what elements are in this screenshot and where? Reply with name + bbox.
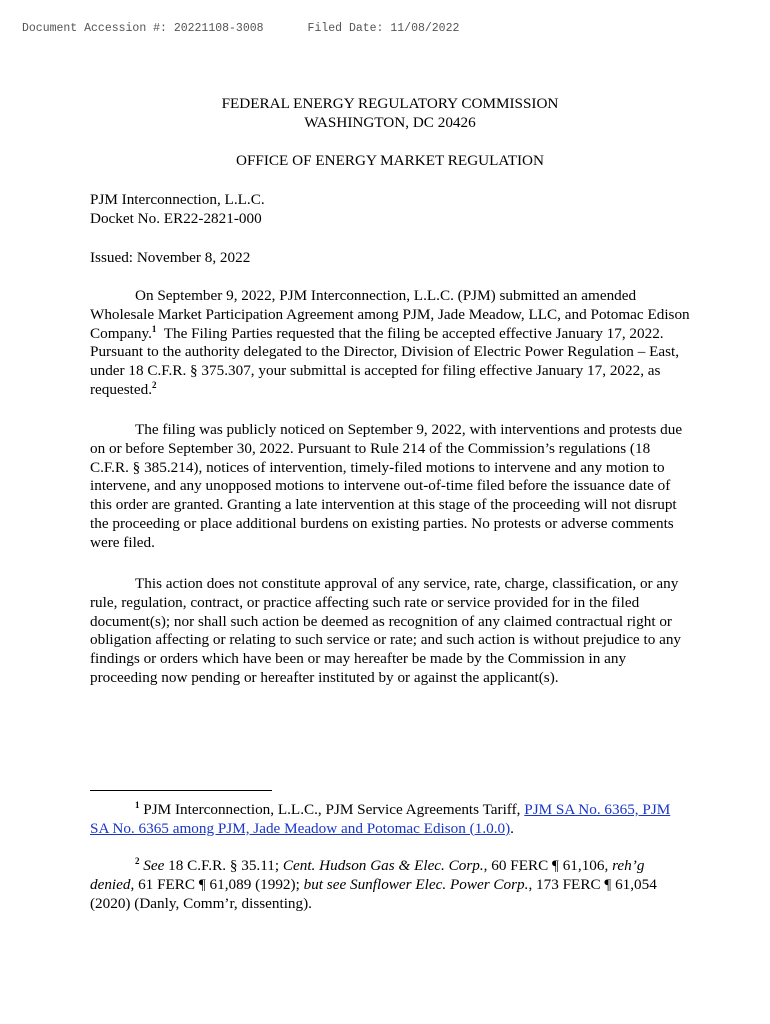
filed-date: Filed Date: 11/08/2022 <box>307 22 460 35</box>
letterhead <box>90 95 690 133</box>
footnote-ref-2[interactable]: 2 <box>152 379 157 390</box>
footnote-1-end: . <box>510 819 514 837</box>
paragraph-3-text: This action does not constitute approval of any service, rate, charge, classification, or any rule, regulation, contract, or practice affecting such rate or service provided for in the filed document(s); nor shall such action be deemed as recognition of any claimed contractual right or obligation affecting or relating to such service or rate; and such action is without prejudice to any findings or orders which have been or may hereafter be made by the Commission in any proceeding now pending or hereafter instituted by or against the applicant(s). <box>90 575 682 686</box>
footnote-2-text-3: , 61 FERC ¶ 61,089 (1992); <box>130 875 304 893</box>
filing-header <box>22 22 459 35</box>
footnote-1 <box>90 801 690 839</box>
footnote-2-number: 2 <box>135 855 140 866</box>
footnote-2-see: See <box>143 857 165 874</box>
paragraph-2 <box>90 421 690 553</box>
footnote-divider <box>90 790 272 791</box>
tariff-link[interactable]: PJM SA No. 6365, PJM SA No. 6365 among PJM, Jade Meadow and Potomac Edison (1.0.0) <box>90 801 671 837</box>
paragraph-2-text: The filing was publicly noticed on September 9, 2022, with interventions and protests due on or before September 30, 2022. Pursuant to Rule 214 of the Commission’s regulations (18 C.F.R. § 385.214), notices of intervention, timely-filed motions to intervene and any motion to intervene, and any unopposed motions to intervene out-of-time filed before the issuance date of this order are granted. Granting a late intervention at this stage of the proceeding will not disrupt the proceeding or place additional burdens on existing parties. No protests or adverse comments were filed. <box>90 421 683 551</box>
footnote-2 <box>90 857 690 913</box>
company-name: PJM Interconnection, L.L.C. <box>90 191 265 208</box>
agency-name: FEDERAL ENERGY REGULATORY COMMISSION <box>221 95 559 112</box>
footnote-2-rehg: reh’g denied <box>90 857 645 893</box>
footnote-1-number: 1 <box>135 799 140 810</box>
footnote-1-text: PJM Interconnection, L.L.C., PJM Service Agreements Tariff, <box>139 801 525 818</box>
footnote-2-case-2: but see Sunflower Elec. Power Corp. <box>303 875 529 893</box>
footnote-ref-1[interactable]: 1 <box>151 323 157 334</box>
accession-number: Document Accession #: 20221108-3008 <box>22 22 264 35</box>
paragraph-1 <box>90 287 690 400</box>
footnote-2-case-1: Cent. Hudson Gas & Elec. Corp. <box>282 857 484 874</box>
issued-date: Issued: November 8, 2022 <box>90 249 251 266</box>
footnote-2-text-4: , 173 FERC ¶ 61,054 (2020) (Danly, Comm’r, dissenting). <box>90 875 657 912</box>
footnote-2-text-2: , 60 FERC ¶ 61,106, <box>483 857 613 874</box>
paragraph-1-text-b: The Filing Parties requested that the filing be accepted effective January 17, 2022. Pursuant to the authority delegated to the Director, Division of Electric Power Regulation – East, under 18 C.F.R. § 375.307, your submittal is accepted for filing effective January 17, 2022, as requested. <box>90 324 683 398</box>
case-caption <box>90 191 690 229</box>
docket-number: Docket No. ER22-2821-000 <box>90 209 262 227</box>
paragraph-3 <box>90 575 690 688</box>
footnote-2-text-1: 18 C.F.R. § 35.11; <box>164 857 283 874</box>
office-name: OFFICE OF ENERGY MARKET REGULATION <box>236 152 544 169</box>
agency-address: WASHINGTON, DC 20426 <box>304 113 476 131</box>
paragraph-1-text-a: On September 9, 2022, PJM Interconnection, L.L.C. (PJM) submitted an amended Wholesale Market Participation Agreement among PJM, Jade Meadow, LLC, and Potomac Edison Company. <box>90 287 690 342</box>
